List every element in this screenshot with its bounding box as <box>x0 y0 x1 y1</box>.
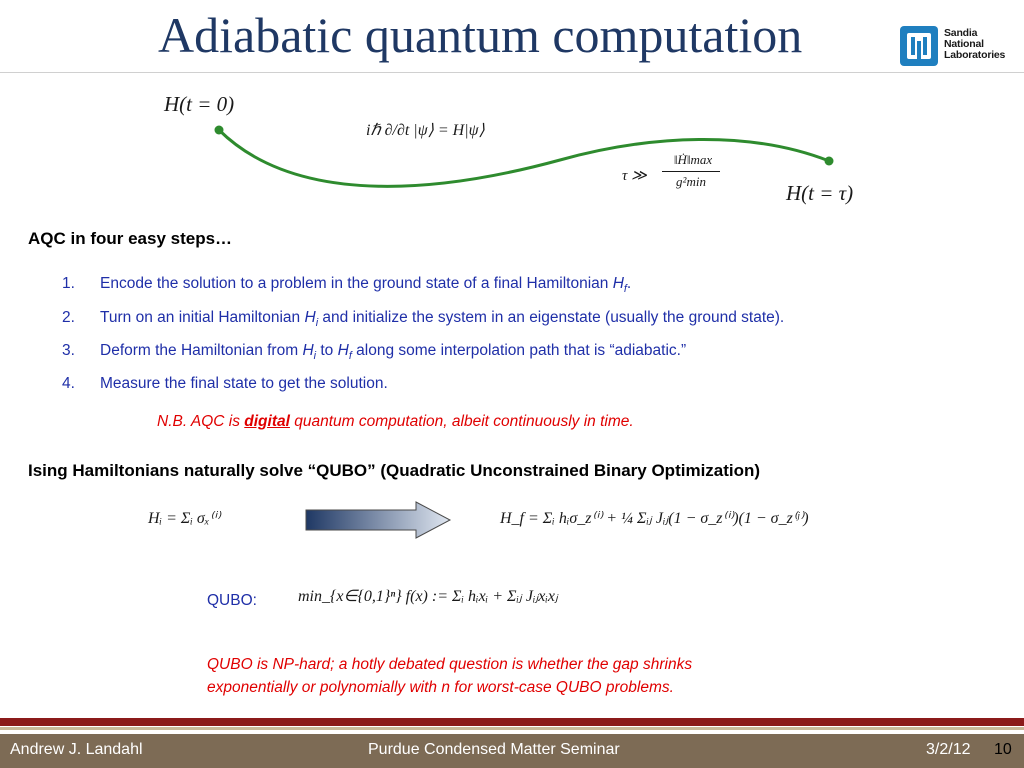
end-point <box>825 157 834 166</box>
digital-emphasis: digital <box>244 413 290 430</box>
start-point <box>215 126 224 135</box>
nb-note: N.B. AQC is digital quantum computation, albeit continuously in time. <box>157 413 634 430</box>
footer-rule-red <box>0 718 1024 726</box>
sandia-thunderbird-icon <box>898 24 942 68</box>
slide-number: 10 <box>994 741 1012 758</box>
interpolation-path <box>219 130 829 186</box>
title-divider <box>0 72 1024 73</box>
final-hamiltonian-equation: H_f = Σᵢ hᵢσ_z⁽ⁱ⁾ + ¼ Σᵢⱼ Jᵢⱼ(1 − σ_z⁽ⁱ⁾)(1 − σ_z⁽ʲ⁾) <box>500 510 809 527</box>
final-hamiltonian-label: H(t = τ) <box>786 181 854 205</box>
adiabatic-condition-denominator: g²min <box>676 174 706 189</box>
list-item: 4. Measure the final state to get the solution. <box>62 375 388 392</box>
footer-author: Andrew J. Landahl <box>10 741 143 758</box>
section-heading-qubo: Ising Hamiltonians naturally solve “QUBO” (Quadratic Unconstrained Binary Optimization) <box>28 461 761 480</box>
footer-date: 3/2/12 <box>926 741 971 758</box>
adiabatic-condition-lhs: τ ≫ <box>622 168 647 184</box>
initial-hamiltonian-label: H(t = 0) <box>164 92 235 116</box>
right-arrow-icon <box>304 500 454 540</box>
initial-hamiltonian-equation: Hᵢ = Σᵢ σₓ⁽ⁱ⁾ <box>148 510 221 527</box>
fraction-bar <box>662 171 720 172</box>
qubo-equation: min_{x∈{0,1}ⁿ} f(x) := Σᵢ hᵢxᵢ + Σᵢⱼ Jᵢⱼxᵢxⱼ <box>298 588 558 605</box>
adiabatic-path-diagram <box>0 80 1024 220</box>
section-heading-steps: AQC in four easy steps… <box>28 229 233 248</box>
qubo-label: QUBO: <box>207 592 257 609</box>
list-item: 1. Encode the solution to a problem in the ground state of a final Hamiltonian $H_f$. <box>62 275 632 296</box>
footer-rule-tan <box>0 727 1024 730</box>
list-item: 3. Deform the Hamiltonian from $H_i$ to $H_f$ along some interpolation path that is “adiabatic.” <box>62 342 687 363</box>
np-hard-note: QUBO is NP-hard; a hotly debated question is whether the gap shrinks exponentially or polynomially with n for worst-case QUBO problems. <box>207 656 693 696</box>
list-item: 2. Turn on an initial Hamiltonian $H_i$ and initialize the system in an eigenstate (usually the ground state). <box>62 309 785 330</box>
footer-event: Purdue Condensed Matter Seminar <box>368 741 620 758</box>
adiabatic-condition-numerator: ‖Ḣ‖max <box>673 152 713 167</box>
schrodinger-equation: iℏ ∂/∂t |ψ⟩ = H|ψ⟩ <box>366 122 485 139</box>
logo-wordmark: Sandia National Laboratories <box>944 27 1006 61</box>
page-title: Adiabatic quantum computation <box>158 7 803 63</box>
